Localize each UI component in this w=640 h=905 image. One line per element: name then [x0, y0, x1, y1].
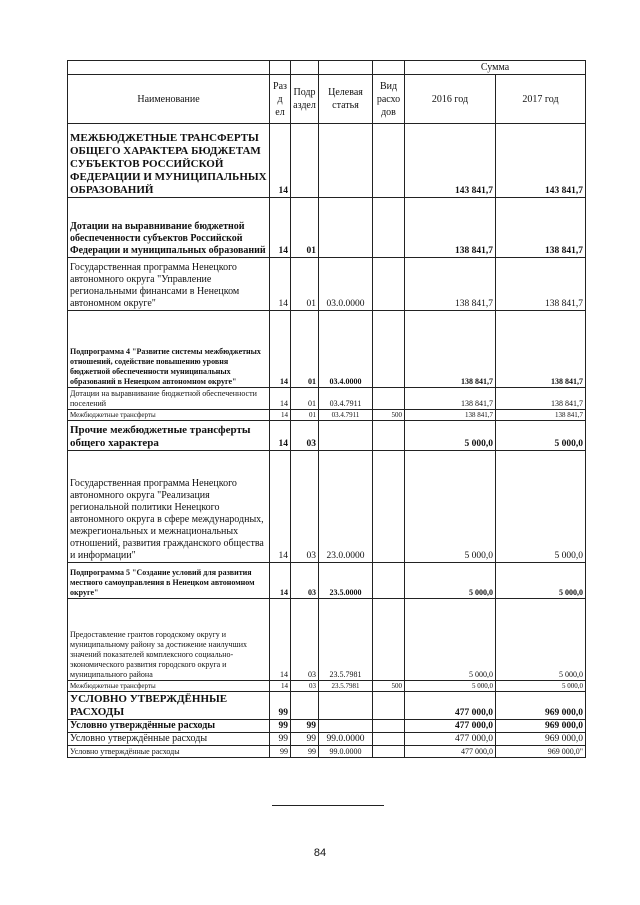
row-sum-2017: 5 000,0 [496, 563, 586, 599]
row-name: Государственная программа Ненецкого автономного округа "Управление региональными финансами в Ненецком автономном округе" [68, 258, 270, 311]
row-sum-2016: 5 000,0 [405, 563, 496, 599]
row-subsection: 03 [291, 421, 319, 451]
row-sum-2016: 143 841,7 [405, 124, 496, 198]
row-sum-2017: 969 000,0 [496, 733, 586, 746]
row-section: 14 [270, 421, 291, 451]
table-header [68, 61, 586, 124]
row-name: Дотации на выравнивание бюджетной обеспеченности поселений [68, 388, 270, 410]
table-row [68, 421, 586, 451]
row-name: Государственная программа Ненецкого автономного округа "Реализация региональной политики Ненецкого автономного округа в сфере международных, межрегиональных и межнациональных отношений, развития гражданского общества и информации" [68, 451, 270, 563]
row-expense-type [373, 124, 405, 198]
header-spacer [270, 61, 291, 75]
row-section: 14 [270, 410, 291, 421]
row-target: 23.0.0000 [319, 451, 373, 563]
row-section: 14 [270, 451, 291, 563]
row-target [319, 692, 373, 720]
row-subsection: 99 [291, 720, 319, 733]
table-row [68, 451, 586, 563]
budget-table [67, 60, 586, 758]
row-section: 99 [270, 733, 291, 746]
header-section: Разд ел [270, 75, 291, 124]
row-target: 03.4.0000 [319, 311, 373, 388]
row-sum-2016: 138 841,7 [405, 198, 496, 258]
footer-divider [272, 805, 384, 806]
table-row [68, 311, 586, 388]
header-expense-type: Вид расхо дов [373, 75, 405, 124]
row-sum-2017: 5 000,0 [496, 681, 586, 692]
table-row [68, 388, 586, 410]
row-sum-2016: 5 000,0 [405, 451, 496, 563]
row-expense-type [373, 746, 405, 758]
row-sum-2017: 138 841,7 [496, 410, 586, 421]
row-sum-2016: 138 841,7 [405, 410, 496, 421]
row-expense-type [373, 388, 405, 410]
row-section: 99 [270, 720, 291, 733]
row-expense-type [373, 198, 405, 258]
row-sum-2017: 138 841,7 [496, 258, 586, 311]
header-year-2016: 2016 год [405, 75, 496, 124]
header-subsection: Подр аздел [291, 75, 319, 124]
row-expense-type [373, 258, 405, 311]
row-sum-2016: 138 841,7 [405, 311, 496, 388]
row-section: 14 [270, 599, 291, 681]
row-target: 99.0.0000 [319, 733, 373, 746]
row-sum-2017: 969 000,0" [496, 746, 586, 758]
row-target: 23.5.0000 [319, 563, 373, 599]
row-name: УСЛОВНО УТВЕРЖДЁННЫЕ РАСХОДЫ [68, 692, 270, 720]
row-sum-2016: 138 841,7 [405, 258, 496, 311]
row-sum-2016: 477 000,0 [405, 720, 496, 733]
row-sum-2017: 143 841,7 [496, 124, 586, 198]
row-name: Межбюджетные трансферты [68, 681, 270, 692]
row-target: 03.4.7911 [319, 410, 373, 421]
row-name: Подпрограмма 5 "Создание условий для развития местного самоуправления в Ненецком автономном округе" [68, 563, 270, 599]
row-target: 03.0.0000 [319, 258, 373, 311]
row-section: 14 [270, 311, 291, 388]
header-name: Наименование [68, 75, 270, 124]
row-name: МЕЖБЮДЖЕТНЫЕ ТРАНСФЕРТЫ ОБЩЕГО ХАРАКТЕРА БЮДЖЕТАМ СУБЪЕКТОВ РОССИЙСКОЙ ФЕДЕРАЦИИ И МУНИЦИПАЛЬНЫХ ОБРАЗОВАНИЙ [68, 124, 270, 198]
table-row [68, 681, 586, 692]
row-sum-2016: 5 000,0 [405, 421, 496, 451]
row-subsection: 03 [291, 563, 319, 599]
row-target [319, 198, 373, 258]
header-year-2017: 2017 год [496, 75, 586, 124]
row-name: Прочие межбюджетные трансферты общего характера [68, 421, 270, 451]
row-target: 03.4.7911 [319, 388, 373, 410]
row-section: 14 [270, 124, 291, 198]
row-subsection: 03 [291, 681, 319, 692]
row-expense-type [373, 451, 405, 563]
row-sum-2016: 477 000,0 [405, 692, 496, 720]
row-subsection: 01 [291, 410, 319, 421]
row-target [319, 124, 373, 198]
row-subsection: 01 [291, 258, 319, 311]
row-target [319, 720, 373, 733]
table-row [68, 599, 586, 681]
table-row [68, 746, 586, 758]
table-row [68, 410, 586, 421]
page-number: 84 [313, 847, 327, 859]
row-sum-2017: 5 000,0 [496, 451, 586, 563]
header-sum: Сумма [405, 61, 586, 75]
row-expense-type: 500 [373, 681, 405, 692]
row-expense-type [373, 733, 405, 746]
row-sum-2016: 5 000,0 [405, 681, 496, 692]
row-sum-2016: 5 000,0 [405, 599, 496, 681]
row-section: 14 [270, 563, 291, 599]
table-row [68, 692, 586, 720]
row-subsection [291, 124, 319, 198]
table-row [68, 258, 586, 311]
header-spacer [319, 61, 373, 75]
row-sum-2016: 138 841,7 [405, 388, 496, 410]
row-subsection: 01 [291, 388, 319, 410]
row-section: 99 [270, 692, 291, 720]
row-name: Дотации на выравнивание бюджетной обеспеченности субъектов Российской Федерации и муниципальных образований [68, 198, 270, 258]
row-sum-2017: 969 000,0 [496, 692, 586, 720]
row-sum-2017: 5 000,0 [496, 421, 586, 451]
row-subsection [291, 692, 319, 720]
row-expense-type: 500 [373, 410, 405, 421]
row-subsection: 01 [291, 198, 319, 258]
row-sum-2017: 138 841,7 [496, 311, 586, 388]
row-name: Условно утверждённые расходы [68, 746, 270, 758]
row-expense-type [373, 599, 405, 681]
row-target [319, 421, 373, 451]
row-subsection: 99 [291, 733, 319, 746]
row-sum-2017: 969 000,0 [496, 720, 586, 733]
row-target: 23.5.7981 [319, 599, 373, 681]
table-row [68, 733, 586, 746]
row-section: 14 [270, 198, 291, 258]
row-expense-type [373, 563, 405, 599]
row-section: 99 [270, 746, 291, 758]
row-section: 14 [270, 681, 291, 692]
row-expense-type [373, 311, 405, 388]
row-name: Подпрограмма 4 "Развитие системы межбюджетных отношений, содействие повышению уровня бюджетной обеспеченности муниципальных образований в Ненецком автономном округе" [68, 311, 270, 388]
row-expense-type [373, 421, 405, 451]
row-sum-2017: 138 841,7 [496, 388, 586, 410]
header-target: Целевая статья [319, 75, 373, 124]
row-section: 14 [270, 258, 291, 311]
row-target: 23.5.7981 [319, 681, 373, 692]
table-row [68, 720, 586, 733]
table-row [68, 563, 586, 599]
row-subsection: 03 [291, 451, 319, 563]
header-spacer [68, 61, 270, 75]
table-row [68, 198, 586, 258]
header-spacer [373, 61, 405, 75]
table-body [68, 124, 586, 758]
row-subsection: 01 [291, 311, 319, 388]
row-subsection: 03 [291, 599, 319, 681]
row-expense-type [373, 692, 405, 720]
row-name: Условно утверждённые расходы [68, 733, 270, 746]
row-target: 99.0.0000 [319, 746, 373, 758]
row-expense-type [373, 720, 405, 733]
row-name: Условно утверждённые расходы [68, 720, 270, 733]
row-sum-2017: 138 841,7 [496, 198, 586, 258]
row-sum-2016: 477 000,0 [405, 733, 496, 746]
row-subsection: 99 [291, 746, 319, 758]
table-row [68, 124, 586, 198]
row-name: Предоставление грантов городскому округу и муниципальному району за достижение наилучших значений показателей комплексного социально-экономического развития городского округа и муниципального района [68, 599, 270, 681]
row-sum-2016: 477 000,0 [405, 746, 496, 758]
row-section: 14 [270, 388, 291, 410]
row-sum-2017: 5 000,0 [496, 599, 586, 681]
row-name: Межбюджетные трансферты [68, 410, 270, 421]
header-spacer [291, 61, 319, 75]
